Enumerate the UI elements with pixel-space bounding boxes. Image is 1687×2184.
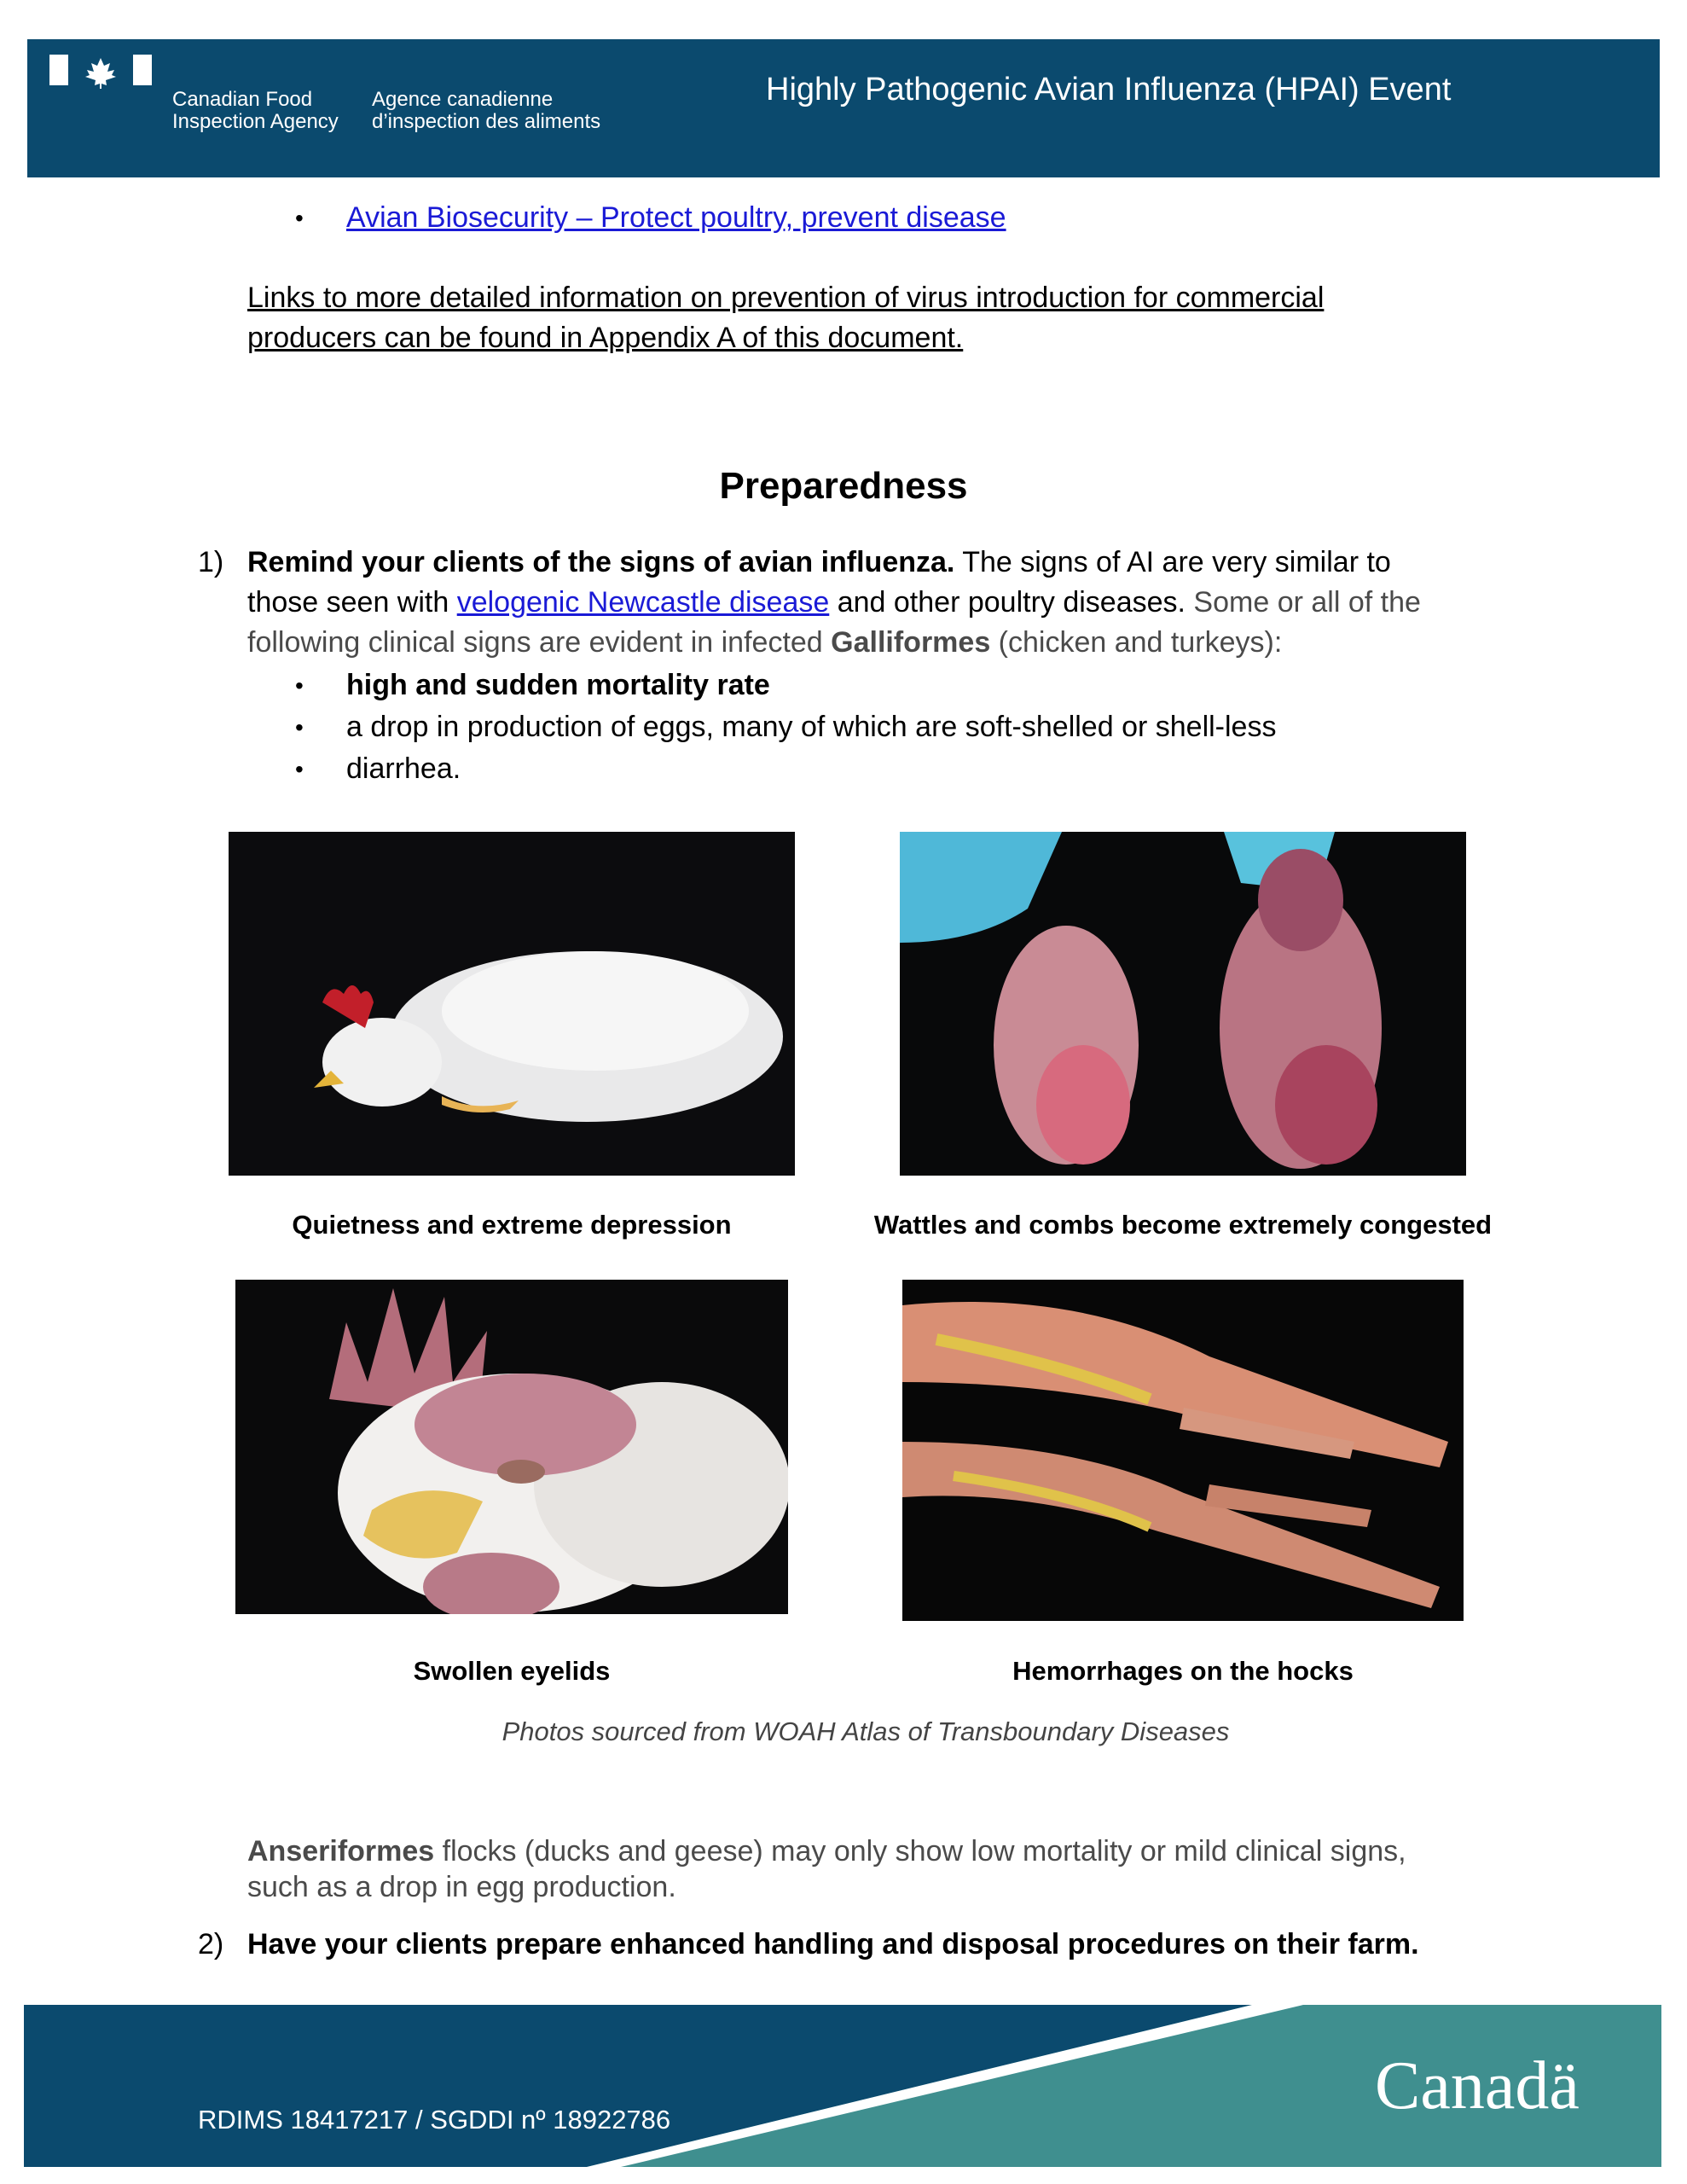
caption-photo-2: Wattles and combs become extremely congested xyxy=(873,1210,1493,1240)
rdims-reference: RDIMS 18417217 / SGDDI nº 18922786 xyxy=(198,2105,671,2135)
galliformes-term: Galliformes xyxy=(831,626,991,659)
sign-bullet-3: diarrhea. xyxy=(346,752,461,785)
canada-wordmark: Canadä xyxy=(1375,2048,1580,2123)
photo-congested-wattles xyxy=(900,832,1466,1176)
anseriformes-line1-rest: flocks (ducks and geese) may only show low mortality or mild clinical signs, xyxy=(434,1835,1406,1867)
photo-hemorrhaged-hocks xyxy=(902,1280,1464,1621)
item2-number: 2) xyxy=(198,1928,224,1960)
agency-name-french xyxy=(372,89,600,133)
anseriformes-term: Anseriformes xyxy=(247,1835,435,1867)
avian-biosecurity-link[interactable]: Avian Biosecurity – Protect poultry, prevent disease xyxy=(346,201,1006,234)
agency-fr-line1: Agence canadienne xyxy=(372,88,554,111)
appendix-note-line2: producers can be found in Appendix A of this document. xyxy=(247,322,964,354)
bullet-dot: • xyxy=(295,756,304,782)
anseriformes-line1 xyxy=(247,1832,1406,1872)
caption-photo-4: Hemorrhages on the hocks xyxy=(1012,1656,1354,1686)
item1-line2 xyxy=(247,583,1421,623)
sign-bullet-2: a drop in production of eggs, many of which are soft-shelled or shell-less xyxy=(346,711,1277,743)
header-title: Highly Pathogenic Avian Influenza (HPAI) Event xyxy=(766,72,1452,107)
item1-line1-rest: The signs of AI are very similar to xyxy=(954,546,1391,578)
section-heading: Preparedness xyxy=(719,465,968,507)
item1-bold-lead: Remind your clients of the signs of avian influenza. xyxy=(247,546,955,578)
caption-photo-3: Swollen eyelids xyxy=(413,1656,611,1686)
bullet-dot: • xyxy=(295,205,304,231)
sign-bullet-1: high and sudden mortality rate xyxy=(346,669,770,701)
agency-fr-line2: d’inspection des aliments xyxy=(372,110,601,133)
anseriformes-line2: such as a drop in egg production. xyxy=(247,1871,676,1903)
item1-line3 xyxy=(247,623,1282,663)
canada-flag-icon xyxy=(49,51,152,89)
photo-credit: Photos sourced from WOAH Atlas of Transboundary Diseases xyxy=(501,1716,1230,1746)
item1-line2-post: and other poultry diseases. xyxy=(829,586,1186,619)
item1-line1 xyxy=(247,543,1391,583)
agency-en-line1: Canadian Food xyxy=(172,88,313,111)
agency-en-line2: Inspection Agency xyxy=(172,110,339,133)
photo-swollen-eyelids xyxy=(235,1280,788,1614)
caption-photo-1: Quietness and extreme depression xyxy=(292,1210,732,1240)
item2-text: Have your clients prepare enhanced handling and disposal procedures on their farm. xyxy=(247,1928,1419,1960)
item1-line2-pre: those seen with xyxy=(247,586,457,619)
bullet-dot: • xyxy=(295,714,304,741)
bullet-dot: • xyxy=(295,672,304,699)
item1-line3-post: (chicken and turkeys): xyxy=(990,626,1283,659)
appendix-note-line1: Links to more detailed information on prevention of virus introduction for commercial xyxy=(247,282,1325,314)
newcastle-disease-link[interactable]: velogenic Newcastle disease xyxy=(456,586,830,619)
photo-depressed-chicken xyxy=(229,832,795,1176)
item1-line3-pre: following clinical signs are evident in infected xyxy=(247,626,832,659)
item1-line2-grey: Some or all of the xyxy=(1185,586,1421,619)
agency-name-english xyxy=(172,89,339,133)
item1-number: 1) xyxy=(198,546,224,578)
